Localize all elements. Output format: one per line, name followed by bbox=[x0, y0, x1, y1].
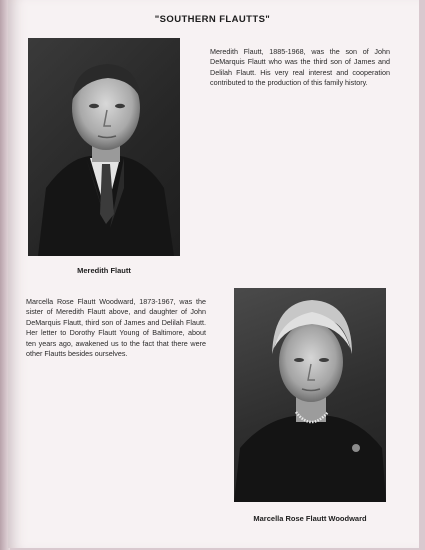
portrait-meredith-illustration bbox=[28, 38, 180, 256]
portrait-marcella-illustration bbox=[234, 288, 386, 502]
portrait-marcella-woodward bbox=[234, 288, 386, 502]
meredith-description: Meredith Flautt, 1885-1968, was the son of John DeMarquis Flautt who was the third son of James and Delilah Flautt. His very real interest and cooperation contributed to the production of this family history. bbox=[210, 47, 390, 88]
portrait-meredith-flautt bbox=[28, 38, 180, 256]
marcella-description: Marcella Rose Flautt Woodward, 1873-1967, was the sister of Meredith Flautt above, and daughter of John DeMarquis Flautt, third son of James and Delilah Flautt. Her letter to Dorothy Flautt Young of Baltimore, about ten years ago, awakened us to the fact that there were other Flautts besides ourselves. bbox=[26, 297, 206, 359]
marcella-caption: Marcella Rose Flautt Woodward bbox=[253, 514, 367, 523]
page-title: "SOUTHERN FLAUTTS" bbox=[154, 14, 271, 25]
meredith-caption: Meredith Flautt bbox=[77, 266, 131, 275]
